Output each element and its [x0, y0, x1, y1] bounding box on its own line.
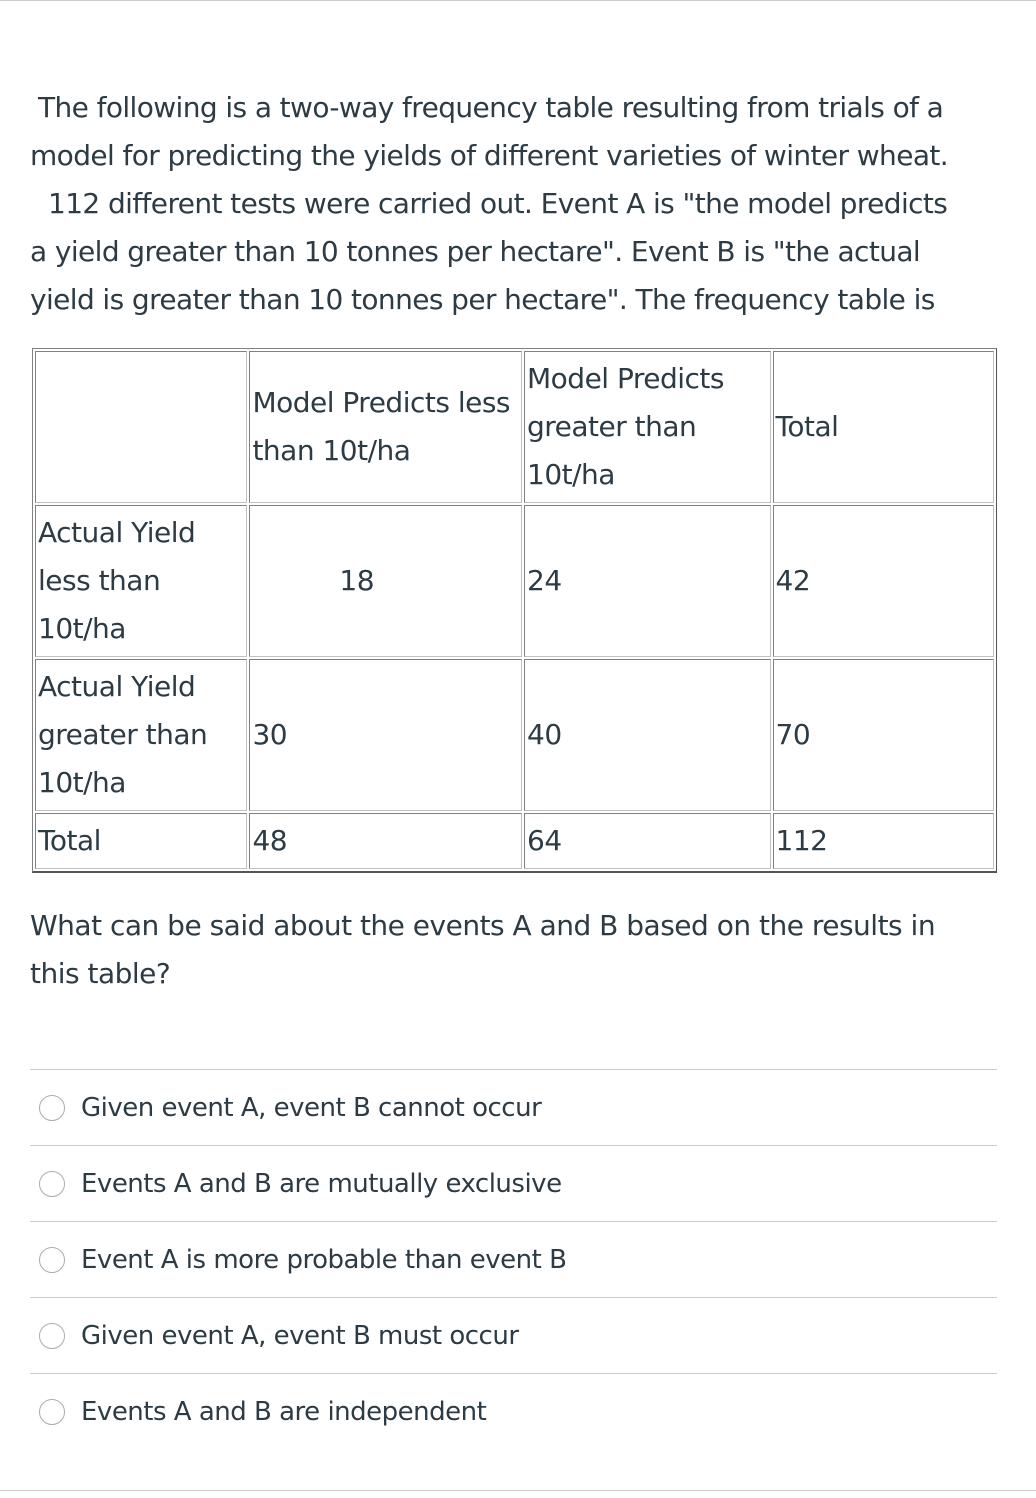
radio-button[interactable]: [39, 1171, 65, 1197]
question-line: yield is greater than 10 tonnes per hectare". The frequency table is: [30, 283, 935, 316]
question-line: The following is a two-way frequency table resulting from trials of a: [38, 91, 944, 124]
answer-label: Events A and B are independent: [81, 1396, 487, 1427]
answer-label: Event A is more probable than event B: [81, 1244, 567, 1275]
radio-button[interactable]: [39, 1095, 65, 1121]
table-cell: 18: [249, 505, 522, 657]
table-cell: 42: [773, 505, 994, 657]
answer-label: Given event A, event B must occur: [81, 1320, 519, 1351]
question-prompt: What can be said about the events A and B based on the results in this table?: [30, 909, 936, 990]
answer-list: [30, 1069, 997, 1449]
table-header-cell: Model Predicts greater than 10t/ha: [524, 351, 771, 503]
table-header-cell: Total: [773, 351, 994, 503]
answer-option[interactable]: [30, 1069, 997, 1145]
answer-label: Events A and B are mutually exclusive: [81, 1168, 562, 1199]
question-line: 112 different tests were carried out. Event A is "the model predicts: [48, 187, 948, 220]
table-row-label: Total: [35, 813, 247, 869]
table-cell: 40: [524, 659, 771, 811]
table-row-label: Actual Yield less than 10t/ha: [35, 505, 247, 657]
question-text: [30, 84, 1000, 324]
answer-option[interactable]: [30, 1373, 997, 1449]
answer-option[interactable]: [30, 1297, 997, 1373]
table-cell: 30: [249, 659, 522, 811]
answer-option[interactable]: [30, 1221, 997, 1297]
answer-option[interactable]: [30, 1145, 997, 1221]
radio-button[interactable]: [39, 1399, 65, 1425]
bottom-divider: [0, 1490, 1036, 1491]
table-cell: 112: [773, 813, 994, 869]
table-cell: 24: [524, 505, 771, 657]
table-row: [35, 505, 994, 657]
table-cell: 64: [524, 813, 771, 869]
table-header-row: [35, 351, 994, 503]
radio-button[interactable]: [39, 1323, 65, 1349]
radio-button[interactable]: [39, 1247, 65, 1273]
table-cell: 70: [773, 659, 994, 811]
question-line: a yield greater than 10 tonnes per hectare". Event B is "the actual: [30, 235, 921, 268]
table-cell: 48: [249, 813, 522, 869]
top-divider: [0, 0, 1036, 1]
table-row: [35, 659, 994, 811]
table-row-label: Actual Yield greater than 10t/ha: [35, 659, 247, 811]
table-total-row: [35, 813, 994, 869]
answer-label: Given event A, event B cannot occur: [81, 1092, 542, 1123]
question-line: model for predicting the yields of different varieties of winter wheat.: [30, 139, 949, 172]
table-header-cell: [35, 351, 247, 503]
frequency-table: [32, 348, 997, 873]
table-header-cell: Model Predicts less than 10t/ha: [249, 351, 522, 503]
